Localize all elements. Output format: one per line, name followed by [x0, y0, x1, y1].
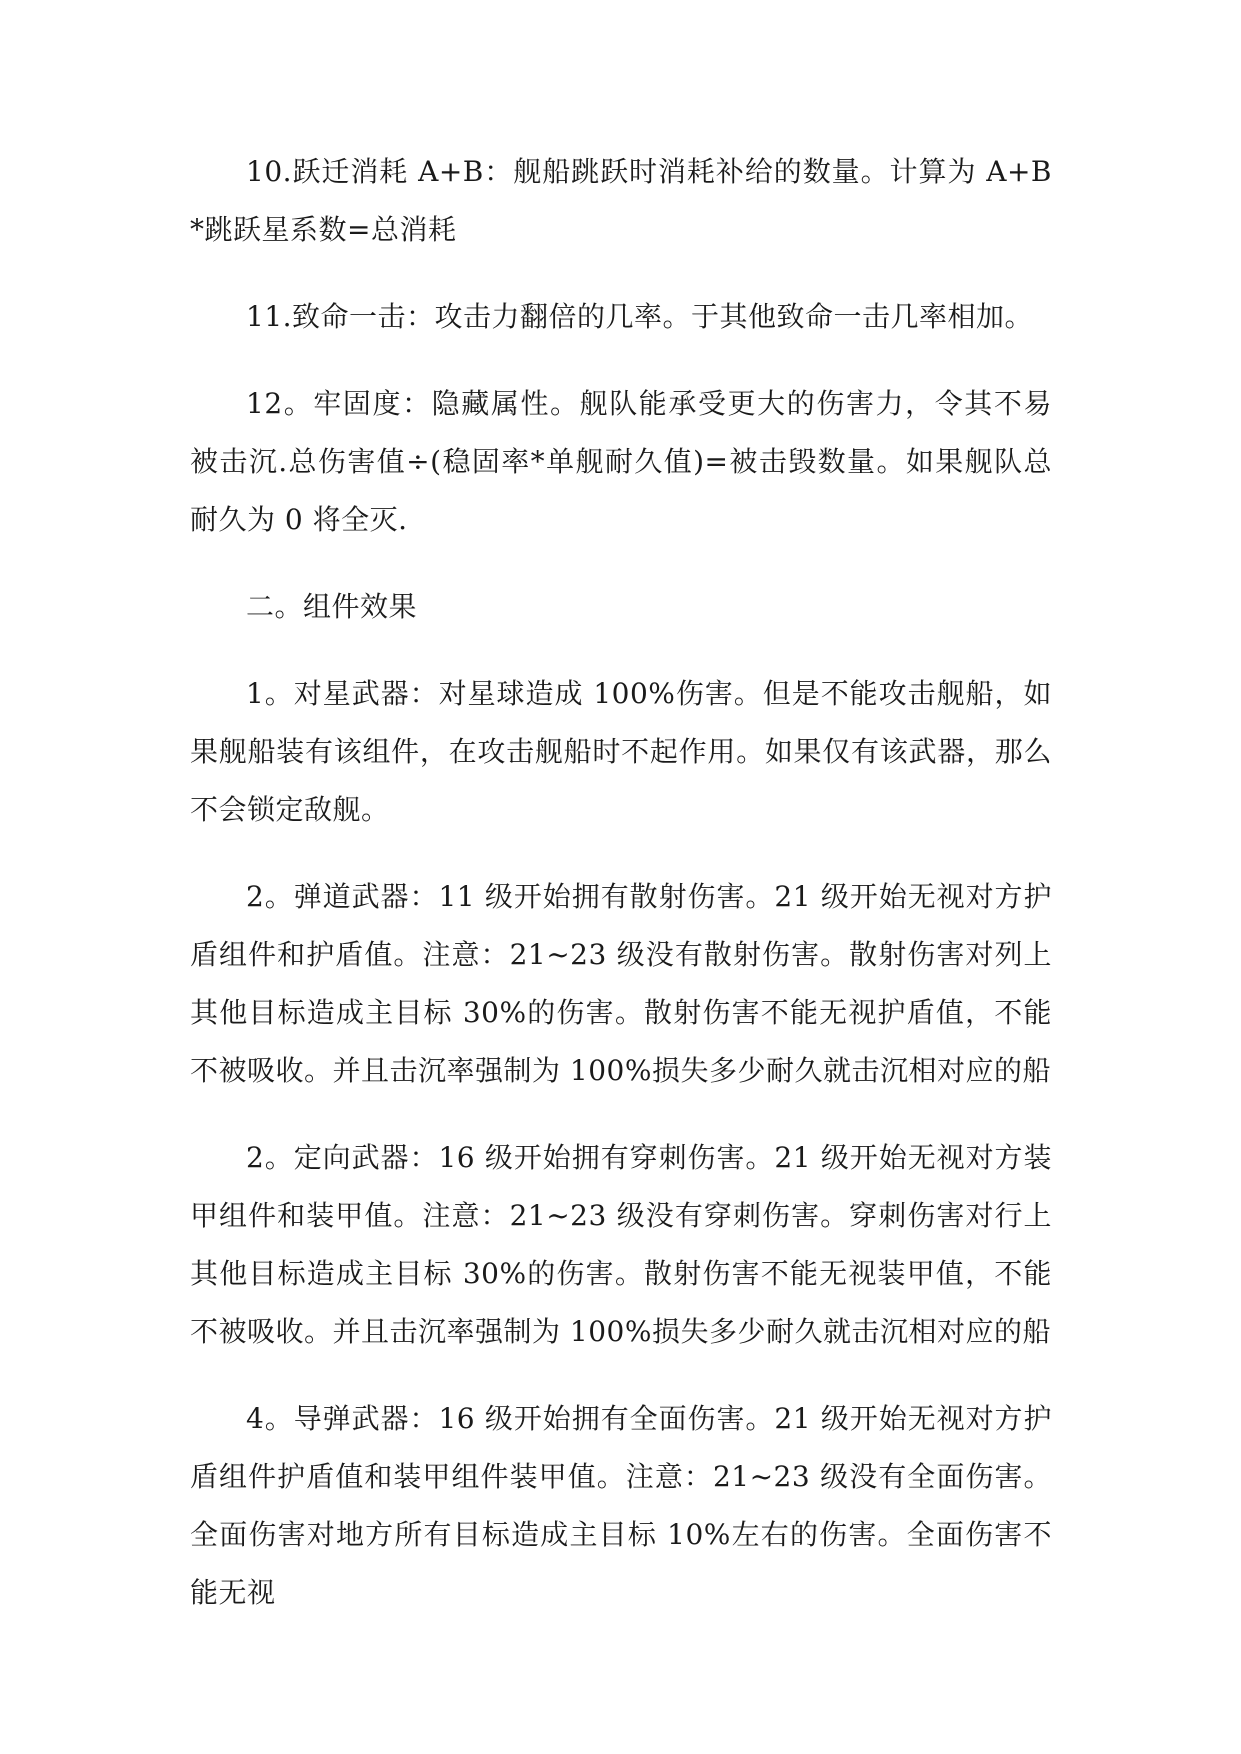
paragraph-planet-weapon: 1。对星武器：对星球造成 100%伤害。但是不能攻击舰船，如果舰船装有该组件，在攻击舰船时不起作用。如果仅有该武器，那么不会锁定敌舰。: [190, 677, 1052, 826]
paragraph-directed-weapon: 2。定向武器：16 级开始拥有穿刺伤害。21 级开始无视对方装甲组件和装甲值。注意：21~23 级没有穿刺伤害。穿刺伤害对行上其他目标造成主目标 30%的伤害。散射伤害不能无视装甲值，不能不被吸收。并且击沉率强制为 100%损失多少耐久就击沉相对应的船: [190, 1141, 1052, 1348]
section-heading-component-effects: 二。组件效果: [246, 590, 418, 623]
paragraph-jump-cost: 10.跃迁消耗 A+B：舰船跳跃时消耗补给的数量。计算为 A+B*跳跃星系数=总消耗: [190, 155, 1052, 246]
document-body: [190, 143, 1052, 1651]
paragraph-sturdiness: 12。牢固度：隐藏属性。舰队能承受更大的伤害力，令其不易被击沉.总伤害值÷(稳固率*单舰耐久值)=被击毁数量。如果舰队总耐久为 0 将全灭.: [190, 387, 1052, 536]
paragraph-critical-hit: 11.致命一击：攻击力翻倍的几率。于其他致命一击几率相加。: [246, 300, 1034, 333]
paragraph-missile-weapon: 4。导弹武器：16 级开始拥有全面伤害。21 级开始无视对方护盾组件护盾值和装甲组件装甲值。注意：21~23 级没有全面伤害。全面伤害对地方所有目标造成主目标 10%左右的伤害。全面伤害不能无视: [190, 1402, 1052, 1609]
paragraph-ballistic-weapon: 2。弹道武器：11 级开始拥有散射伤害。21 级开始无视对方护盾组件和护盾值。注意：21~23 级没有散射伤害。散射伤害对列上其他目标造成主目标 30%的伤害。散射伤害不能无视护盾值，不能不被吸收。并且击沉率强制为 100%损失多少耐久就击沉相对应的船: [190, 880, 1052, 1087]
